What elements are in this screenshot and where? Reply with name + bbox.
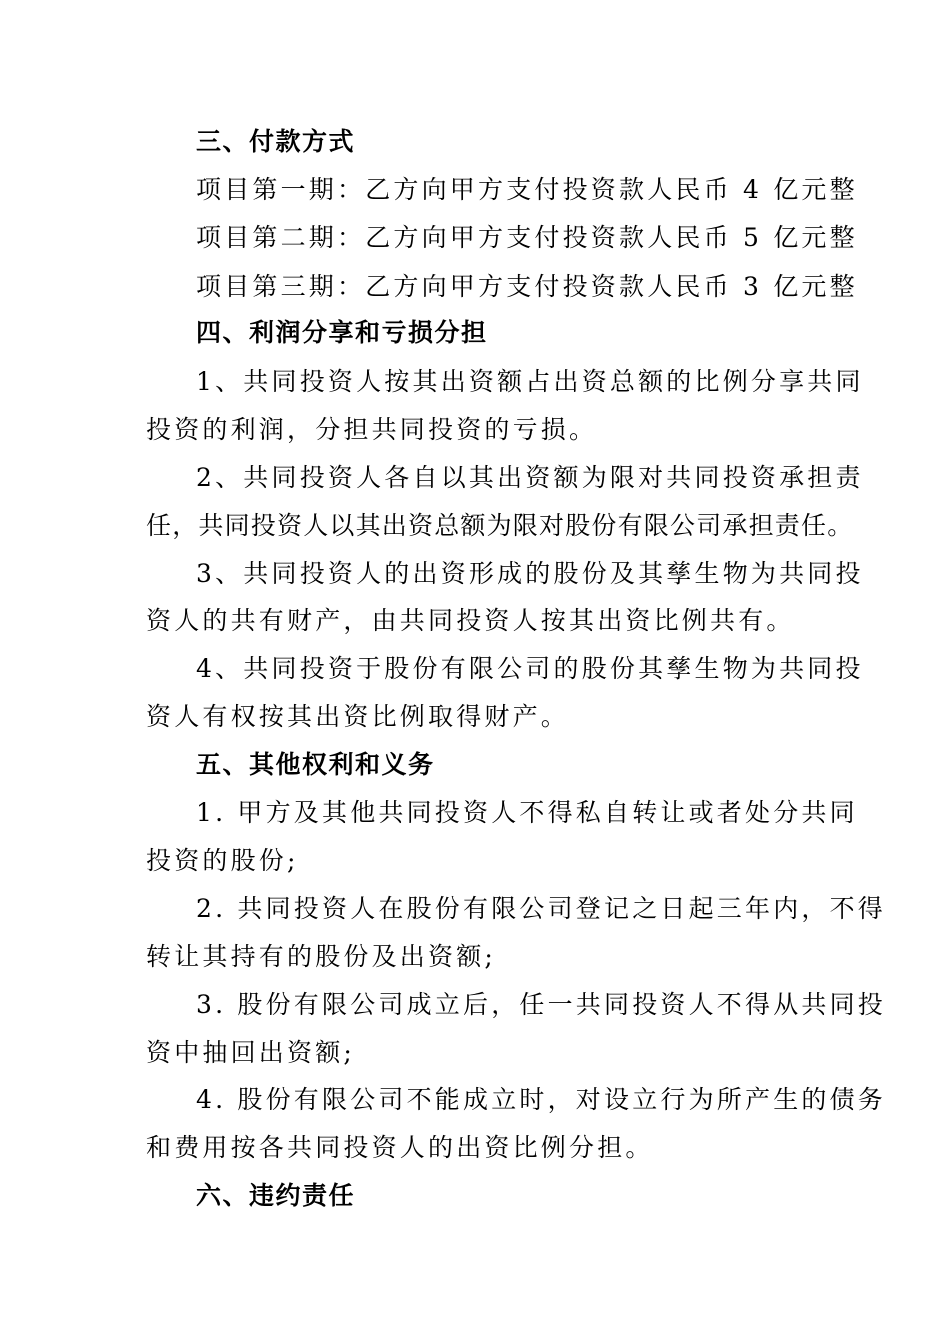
paragraph-line: 4、共同投资于股份有限公司的股份其孳生物为共同投: [196, 654, 864, 683]
section-heading-profit-loss: 四、利润分享和亏损分担: [196, 318, 488, 347]
paragraph-line: 资中抽回出资额;: [146, 1038, 356, 1067]
payment-phase-3: 项目第三期：乙方向甲方支付投资款人民币 3 亿元整: [196, 272, 858, 301]
paragraph-line: 1、共同投资人按其出资额占出资总额的比例分享共同: [196, 367, 864, 396]
section-heading-liability: 六、违约责任: [196, 1181, 356, 1210]
section-heading-payment: 三、付款方式: [196, 127, 356, 156]
section-heading-rights-obligations: 五、其他权利和义务: [196, 750, 435, 779]
paragraph-line: 资人有权按其出资比例取得财产。: [146, 702, 570, 731]
paragraph-line: 4. 股份有限公司不能成立时，对设立行为所产生的债务: [196, 1085, 887, 1114]
paragraph-line: 资人的共有财产，由共同投资人按其出资比例共有。: [146, 606, 795, 635]
payment-phase-1: 项目第一期：乙方向甲方支付投资款人民币 4 亿元整: [196, 175, 858, 204]
paragraph-line: 和费用按各共同投资人的出资比例分担。: [146, 1133, 654, 1162]
paragraph-line: 投资的股份;: [146, 846, 299, 875]
paragraph-line: 3、共同投资人的出资形成的股份及其孳生物为共同投: [196, 559, 864, 588]
paragraph-line: 转让其持有的股份及出资额;: [146, 942, 497, 971]
paragraph-line: 任，共同投资人以其出资总额为限对股份有限公司承担责任。: [146, 511, 854, 540]
paragraph-line: 1. 甲方及其他共同投资人不得私自转让或者处分共同: [196, 798, 858, 827]
payment-phase-2: 项目第二期：乙方向甲方支付投资款人民币 5 亿元整: [196, 223, 858, 252]
paragraph-line: 2、共同投资人各自以其出资额为限对共同投资承担责: [196, 463, 864, 492]
paragraph-line: 2. 共同投资人在股份有限公司登记之日起三年内，不得: [196, 894, 887, 923]
paragraph-line: 3. 股份有限公司成立后，任一共同投资人不得从共同投: [196, 990, 887, 1019]
paragraph-line: 投资的利润，分担共同投资的亏损。: [146, 415, 598, 444]
